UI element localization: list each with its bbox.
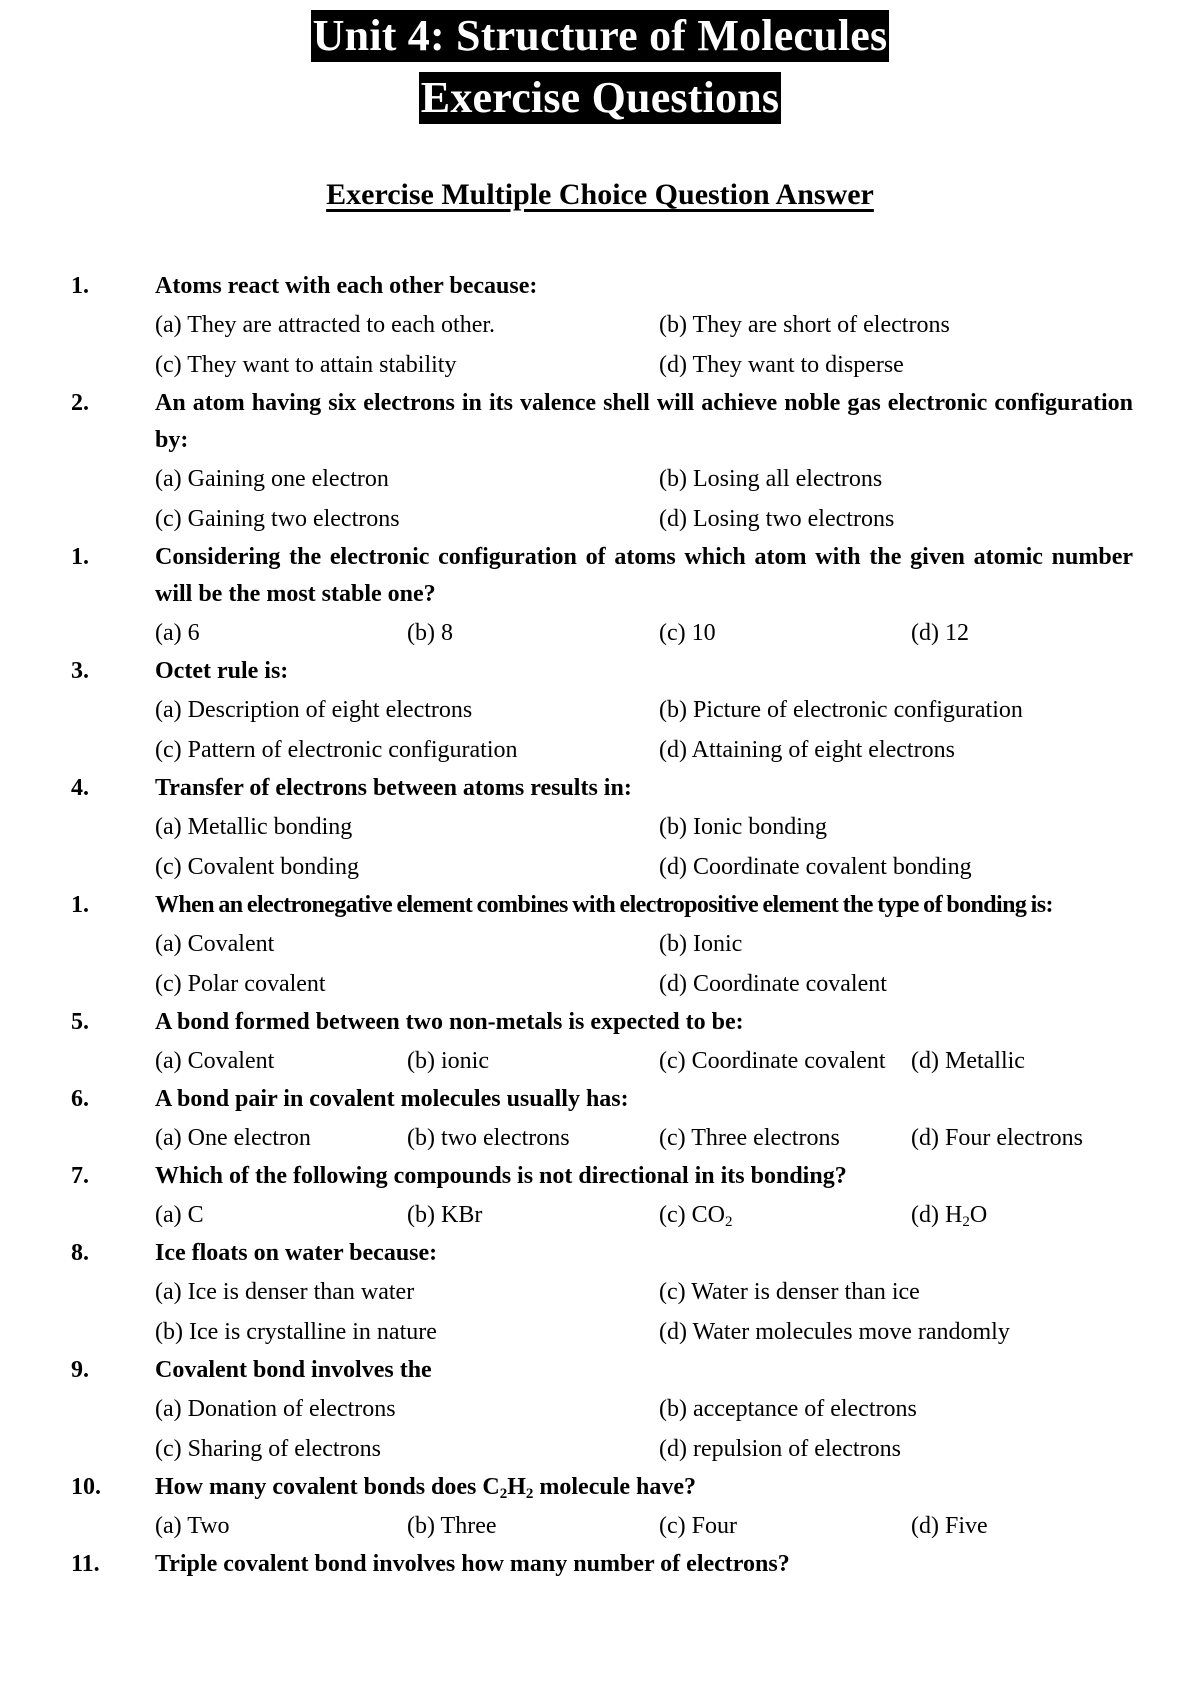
question-text: Ice floats on water because: xyxy=(155,1240,438,1266)
answer-option: (b) Ionic xyxy=(659,931,743,957)
options-grid xyxy=(155,924,1133,1004)
options-grid xyxy=(155,690,1133,770)
answer-option: (b) two electrons xyxy=(407,1125,570,1151)
answer-option: (b) They are short of electrons xyxy=(659,312,950,338)
answer-option: (d) Losing two electrons xyxy=(659,506,895,532)
question-text: A bond formed between two non-metals is expected to be: xyxy=(155,1009,744,1035)
question-text: Which of the following compounds is not directional in its bonding? xyxy=(155,1163,847,1189)
answer-option: (b) 8 xyxy=(407,620,453,646)
page-title: Unit 4: Structure of Molecules xyxy=(312,11,888,60)
question-item xyxy=(71,1081,1133,1158)
answer-option: (d) Four electrons xyxy=(911,1125,1083,1151)
question-list xyxy=(0,268,1200,1583)
answer-option: (b) Three xyxy=(407,1513,497,1539)
question-text: Covalent bond involves the xyxy=(155,1357,432,1383)
question-item xyxy=(71,1158,1133,1235)
answer-option: (c) Four xyxy=(659,1513,737,1539)
answer-option: (c) Polar covalent xyxy=(155,971,326,997)
question-number: 1. xyxy=(71,273,89,299)
question-item xyxy=(71,539,1133,653)
answer-option: (b) ionic xyxy=(407,1048,489,1074)
answer-option: (a) They are attracted to each other. xyxy=(155,312,496,338)
question-text: An atom having six electrons in its valence shell will achieve noble gas electronic configuration by: xyxy=(155,390,1133,453)
section-heading: Exercise Multiple Choice Question Answer xyxy=(326,178,874,211)
answer-option: (c) Coordinate covalent xyxy=(659,1048,886,1074)
options-grid xyxy=(155,305,1133,385)
page-subtitle: Exercise Questions xyxy=(420,73,780,122)
answer-option: (a) Covalent xyxy=(155,1048,275,1074)
question-text: How many covalent bonds does $C_2H_2$ molecule have? xyxy=(155,1474,697,1502)
options-grid xyxy=(155,1506,1133,1546)
question-item xyxy=(71,1546,1133,1583)
answer-option: (b) Losing all electrons xyxy=(659,466,883,492)
answer-option: (a) Gaining one electron xyxy=(155,466,389,492)
answer-option: (d) Coordinate covalent xyxy=(659,971,887,997)
question-text: When an electronegative element combines with electropositive element the type of bonding is: xyxy=(155,892,1053,918)
options-grid xyxy=(155,1389,1133,1469)
answer-option: (d) $H_2O$ xyxy=(911,1202,988,1230)
question-number: 2. xyxy=(71,390,89,416)
title-line-1-wrapper xyxy=(0,10,1200,62)
question-number: 9. xyxy=(71,1357,89,1383)
answer-option: (b) KBr xyxy=(407,1202,483,1228)
question-text: Triple covalent bond involves how many number of electrons? xyxy=(155,1551,790,1577)
answer-option: (a) C xyxy=(155,1202,204,1228)
answer-option: (b) Ice is crystalline in nature xyxy=(155,1319,437,1345)
answer-option: (c) 10 xyxy=(659,620,716,646)
question-number: 6. xyxy=(71,1086,89,1112)
answer-option: (a) Donation of electrons xyxy=(155,1396,396,1422)
answer-option: (c) Three electrons xyxy=(659,1125,840,1151)
answer-option: (c) Gaining two electrons xyxy=(155,506,400,532)
question-number: 4. xyxy=(71,775,89,801)
answer-option: (c) Pattern of electronic configuration xyxy=(155,737,518,763)
answer-option: (a) Two xyxy=(155,1513,230,1539)
options-grid xyxy=(155,807,1133,887)
answer-option: (c) Sharing of electrons xyxy=(155,1436,381,1462)
answer-option: (d) repulsion of electrons xyxy=(659,1436,901,1462)
question-item xyxy=(71,1469,1133,1546)
question-item xyxy=(71,268,1133,385)
question-number: 8. xyxy=(71,1240,89,1266)
options-grid xyxy=(155,1272,1133,1352)
question-item xyxy=(71,653,1133,770)
question-number: 3. xyxy=(71,658,89,684)
answer-option: (d) Water molecules move randomly xyxy=(659,1319,1010,1345)
answer-option: (d) Coordinate covalent bonding xyxy=(659,854,972,880)
answer-option: (a) Covalent xyxy=(155,931,275,957)
answer-option: (a) One electron xyxy=(155,1125,311,1151)
answer-option: (a) Description of eight electrons xyxy=(155,697,473,723)
question-number: 7. xyxy=(71,1163,89,1189)
options-grid xyxy=(155,1041,1133,1081)
question-item xyxy=(71,1235,1133,1352)
answer-option: (c) Covalent bonding xyxy=(155,854,359,880)
answer-option: (a) Ice is denser than water xyxy=(155,1279,415,1305)
answer-option: (a) Metallic bonding xyxy=(155,814,353,840)
answer-option: (b) acceptance of electrons xyxy=(659,1396,917,1422)
question-item xyxy=(71,1004,1133,1081)
question-text: Transfer of electrons between atoms results in: xyxy=(155,775,632,801)
answer-option: (d) Metallic xyxy=(911,1048,1025,1074)
question-item xyxy=(71,770,1133,887)
answer-option: (b) Picture of electronic configuration xyxy=(659,697,1023,723)
options-grid xyxy=(155,1195,1133,1235)
title-line-2-wrapper xyxy=(0,72,1200,124)
question-number: 1. xyxy=(71,892,89,918)
question-text: Considering the electronic configuration of atoms which atom with the given atomic number will be the most stable one? xyxy=(155,544,1133,607)
answer-option: (d) Attaining of eight electrons xyxy=(659,737,955,763)
options-grid xyxy=(155,459,1133,539)
answer-option: (d) Five xyxy=(911,1513,988,1539)
answer-option: (c) $CO_2$ xyxy=(659,1202,733,1230)
answer-option: (c) Water is denser than ice xyxy=(659,1279,920,1305)
question-item xyxy=(71,385,1133,539)
question-number: 5. xyxy=(71,1009,89,1035)
question-number: 10. xyxy=(71,1474,101,1500)
question-item xyxy=(71,1352,1133,1469)
question-number: 1. xyxy=(71,544,89,570)
question-text: A bond pair in covalent molecules usually has: xyxy=(155,1086,629,1112)
question-item xyxy=(71,887,1133,1004)
answer-option: (c) They want to attain stability xyxy=(155,352,457,378)
question-text: Octet rule is: xyxy=(155,658,289,684)
question-text: Atoms react with each other because: xyxy=(155,273,538,299)
answer-option: (a) 6 xyxy=(155,620,200,646)
answer-option: (b) Ionic bonding xyxy=(659,814,827,840)
options-grid xyxy=(155,1118,1133,1158)
answer-option: (d) 12 xyxy=(911,620,969,646)
question-number: 11. xyxy=(71,1551,100,1577)
options-grid xyxy=(155,613,1133,653)
answer-option: (d) They want to disperse xyxy=(659,352,904,378)
